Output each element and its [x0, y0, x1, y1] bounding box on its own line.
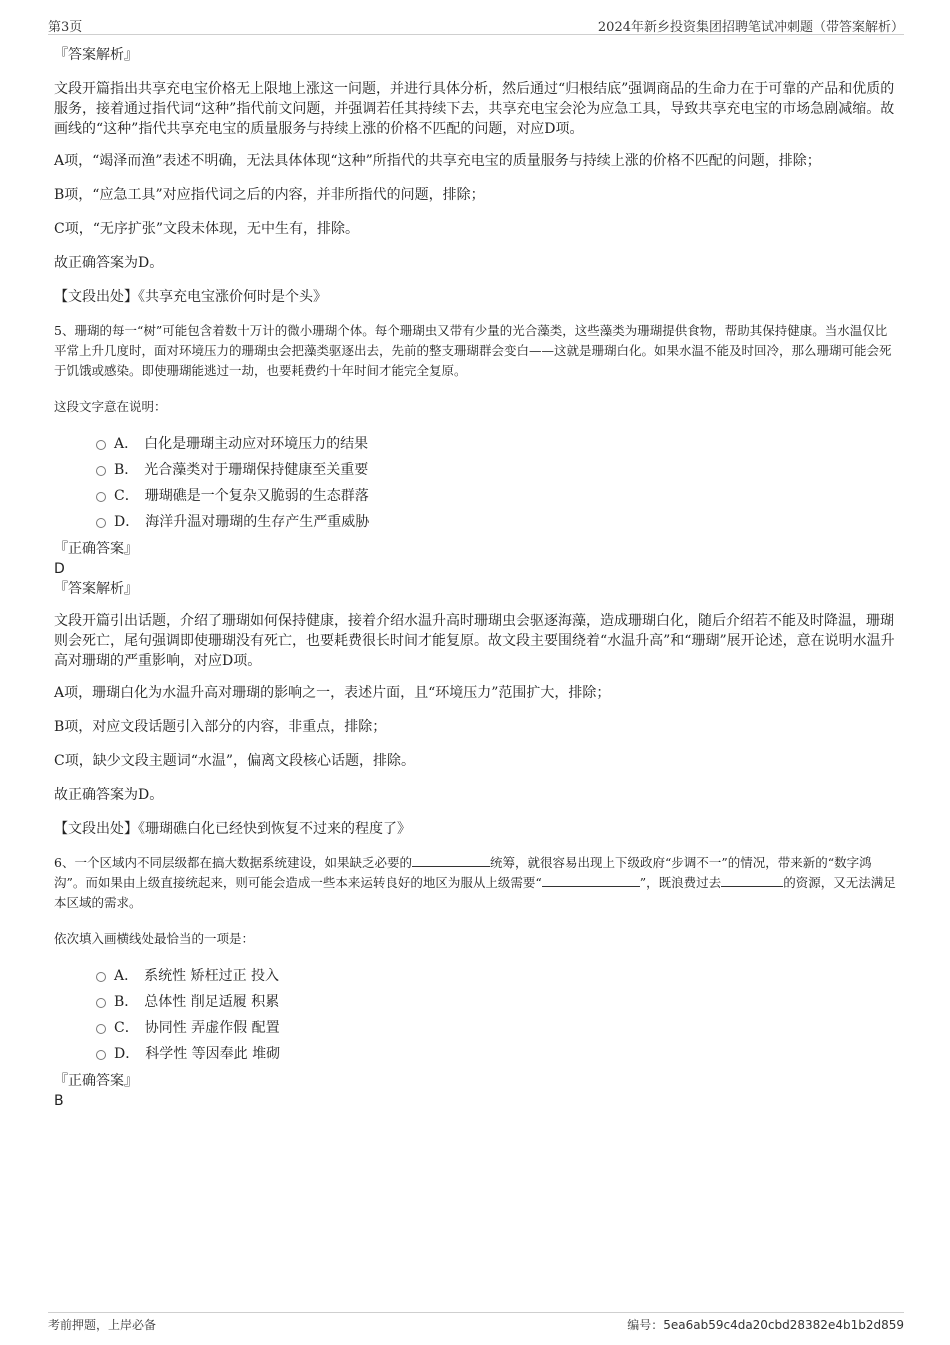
q5-option-a-note: A项，珊瑚白化为水温升高对珊瑚的影响之一，表述片面，且“环境压力”范围扩大，排除； — [54, 685, 611, 701]
q6-question: 依次填入画横线处最恰当的一项是： — [54, 931, 255, 946]
footer-slogan: 考前押题，上岸必备 — [48, 1318, 157, 1332]
page-header — [48, 14, 904, 35]
q5-source: 【文段出处】《珊瑚礁白化已经快到恢复不过来的程度了》 — [54, 821, 411, 837]
q6-stem: 6、一个区域内不同层级都在搞大数据系统建设，如果缺乏必要的 统筹，就很容易出现上下级政府“步调不一”的情况，带来新的“数字鸿沟”。而如果由上级直接统起来，则可能会造成一些本来运转良好的地区为服从上级需要“ ”，既浪费过去 的资源，又无法满足本区域的需求。 — [54, 855, 896, 910]
radio-icon[interactable] — [96, 972, 106, 982]
radio-icon[interactable] — [96, 1024, 106, 1034]
document-body — [54, 45, 896, 1111]
q4-analysis-label: 『答案解析』 — [54, 47, 138, 63]
radio-icon[interactable] — [96, 518, 106, 528]
q5-answer-label: 『正确答案』 — [54, 541, 138, 557]
q5-option-c-note: C项，缺少文段主题词“水温”，偏离文段核心话题，排除。 — [54, 753, 416, 769]
radio-icon[interactable] — [96, 466, 106, 476]
q4-option-c-note: C项，“无序扩张”文段未体现，无中生有，排除。 — [54, 221, 360, 237]
q5-question: 这段文字意在说明： — [54, 399, 167, 414]
q6-options — [54, 963, 896, 1067]
q5-options — [54, 431, 896, 535]
q5-option-b[interactable]: B． 光合藻类对于珊瑚保持健康至关重要 — [54, 457, 896, 483]
q5-option-a[interactable]: A． 白化是珊瑚主动应对环境压力的结果 — [54, 431, 896, 457]
page-footer — [48, 1312, 904, 1333]
radio-icon[interactable] — [96, 1050, 106, 1060]
fill-blank-3[interactable] — [721, 874, 783, 887]
q6-answer: B — [54, 1093, 64, 1109]
document-id: 编号：5ea6ab59c4da20cbd28382e4b1b2d859 — [627, 1318, 904, 1332]
radio-icon[interactable] — [96, 492, 106, 502]
page-number: 第3页 — [48, 20, 83, 35]
fill-blank-2[interactable] — [542, 874, 640, 887]
q4-conclusion: 故正确答案为D。 — [54, 255, 164, 271]
q4-source: 【文段出处】《共享充电宝涨价何时是个头》 — [54, 289, 327, 305]
q5-option-c[interactable]: C． 珊瑚礁是一个复杂又脆弱的生态群落 — [54, 483, 896, 509]
q4-option-b-note: B项，“应急工具”对应指代词之后的内容，并非所指代的问题，排除； — [54, 187, 485, 203]
q6-option-b[interactable]: B． 总体性 削足适履 积累 — [54, 989, 896, 1015]
q5-option-b-note: B项，对应文段话题引入部分的内容，非重点，排除； — [54, 719, 387, 735]
q6-option-d[interactable]: D． 科学性 等因奉此 堆砌 — [54, 1041, 896, 1067]
fill-blank-1[interactable] — [412, 854, 490, 867]
q5-answer: D — [54, 561, 65, 577]
radio-icon[interactable] — [96, 440, 106, 450]
q5-option-d[interactable]: D． 海洋升温对珊瑚的生存产生严重威胁 — [54, 509, 896, 535]
q5-analysis-label: 『答案解析』 — [54, 581, 138, 597]
q4-analysis: 文段开篇指出共享充电宝价格无上限地上涨这一问题，并进行具体分析，然后通过“归根结底”强调商品的生命力在于可靠的产品和优质的服务，接着通过指代词“这种”指代前文问题，并强调若任其持续下去，共享充电宝会沦为应急工具，导致共享充电宝的市场急剧减缩。故画线的“这种”指代共享充电宝的质量服务与持续上涨的价格不匹配的问题，对应D项。 — [54, 81, 895, 137]
q6-option-c[interactable]: C． 协同性 弄虚作假 配置 — [54, 1015, 896, 1041]
q5-analysis: 文段开篇引出话题，介绍了珊瑚如何保持健康，接着介绍水温升高时珊瑚虫会驱逐海藻，造成珊瑚白化，随后介绍若不能及时降温，珊瑚则会死亡，尾句强调即使珊瑚没有死亡，也要耗费很长时间才能复原。故文段主要围绕着“水温升高”和“珊瑚”展开论述，意在说明水温升高对珊瑚的严重影响，对应D项。 — [54, 613, 895, 669]
q4-option-a-note: A项，“竭泽而渔”表述不明确，无法具体体现“这种”所指代的共享充电宝的质量服务与持续上涨的价格不匹配的问题，排除； — [54, 153, 821, 169]
q5-conclusion: 故正确答案为D。 — [54, 787, 164, 803]
document-title: 2024年新乡投资集团招聘笔试冲刺题（带答案解析） — [597, 20, 904, 35]
q6-answer-label: 『正确答案』 — [54, 1073, 138, 1089]
radio-icon[interactable] — [96, 998, 106, 1008]
q6-option-a[interactable]: A． 系统性 矫枉过正 投入 — [54, 963, 896, 989]
q5-stem: 5、珊瑚的每一“树”可能包含着数十万计的微小珊瑚个体。每个珊瑚虫又带有少量的光合藻类，这些藻类为珊瑚提供食物，帮助其保持健康。当水温仅比平常上升几度时，面对环境压力的珊瑚虫会把藻类驱逐出去，先前的整支珊瑚群会变白——这就是珊瑚白化。如果水温不能及时回冷，那么珊瑚可能会死于饥饿或感染。即使珊瑚能逃过一劫，也要耗费约十年时间才能完全复原。 — [54, 323, 892, 378]
